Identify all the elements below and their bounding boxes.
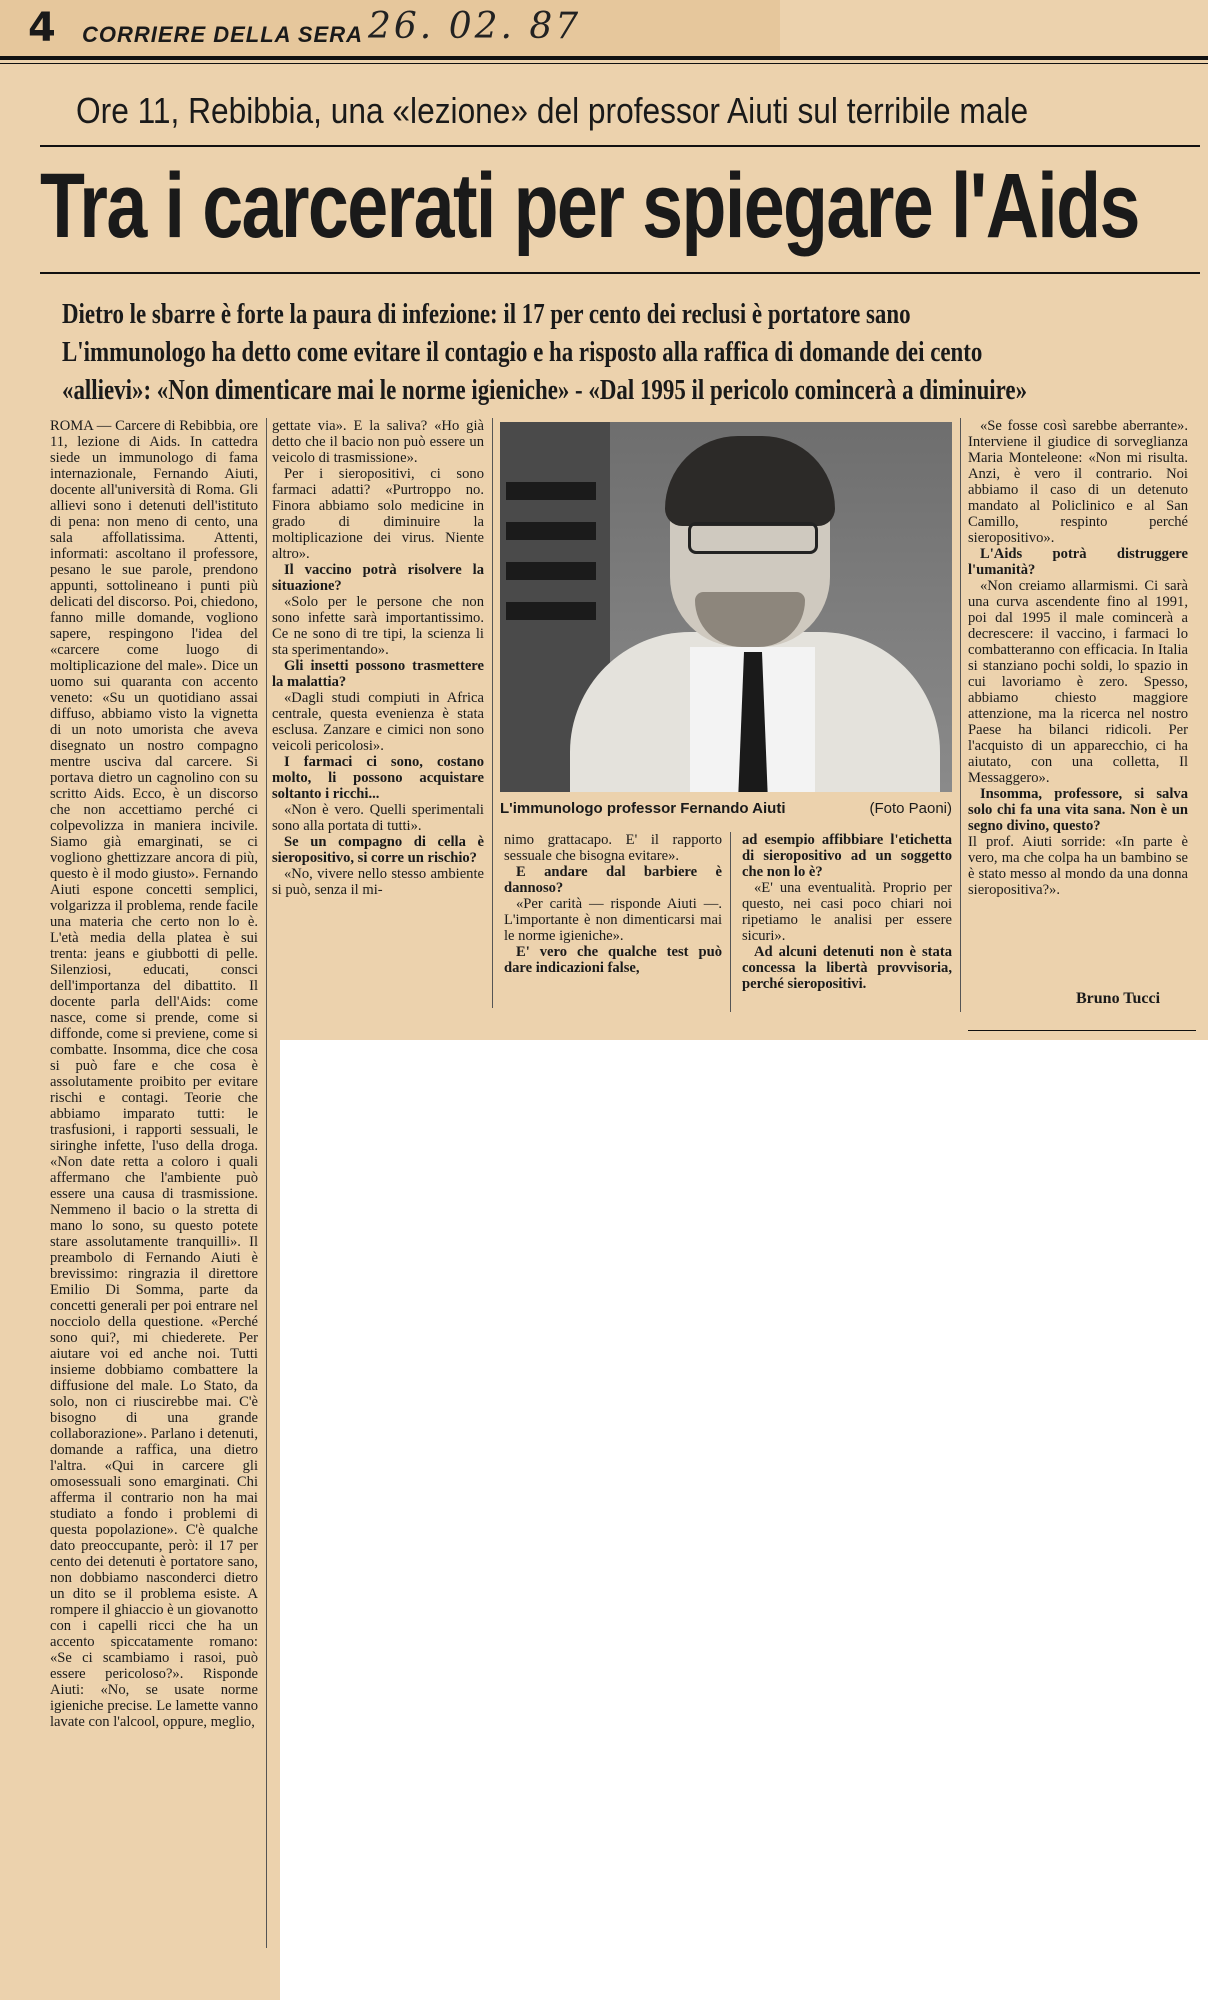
photo-caption bbox=[500, 800, 952, 817]
handwritten-date: 26. 02. 87 bbox=[368, 6, 582, 47]
masthead-rule bbox=[0, 56, 1208, 60]
photo-credit: (Foto Paoni) bbox=[869, 800, 952, 817]
column-text: ROMA — Carcere di Rebibbia, ore 11, lezione di Aids. In cattedra siede un immunologo di fama internazionale, Fernando Aiuti, docente all'università di Roma. Gli allievi sono i detenuti dell'istituto di pena: non meno di cento, una sala affollatissima. Attenti, informati: ascoltano il professore, pesano le sue parole, prendono appunti, sottolineano i punti più delicati del discorso. Poi, chiedono, fanno mille domande, vogliono sapere, respingono l'idea del «carcere come luogo di moltiplicazione del male». Dice un uomo sui quaranta con accento veneto: «Su un quotidiano assai diffuso, abbiamo visto la vignetta di un noto umorista che aveva disegnato un nostro compagno mentre usciva dal carcere. Si portava dietro un cagnolino con su scritto Aids. Ecco, è un discorso che non accettiamo perché ci colpevolizza in maniera incivile. Siamo già emarginati, se ci vogliono ghettizzare ancora di più, questo è il modo giusto». Fernando Aiuti espone concetti semplici, volgarizza il problema, rende facile una materia che certo non lo è. L'età media della platea è sui trenta: jeans e giubbotti di pelle. Silenziosi, educati, consci dell'importanza del dibattito. Il docente parla dell'Aids: come nasce, come si prende, come si diffonde, come si previene, come si combatte. Insomma, dice che cosa si può fare e che cosa è assolutamente proibito per evitare rischi e contagi. Teorie che abbiamo imparato tutti: le trasfusioni, i rapporti sessuali, le siringhe infette, l'uso della droga. «Non date retta a coloro i quali affermano che l'ambiente può essere una causa di trasmissione. Nemmeno il bacio o la stretta di mano lo sono, su questo potete stare assolutamente tranquilli». Il preambolo di Fernando Aiuti è brevissimo: ringrazia il direttore Emilio Di Somma, parte da concetti generali per poi entrare nel nocciolo della questione. «Perché sono qui?, mi chiederete. Per aiutare voi ed anche noi. Tutti insieme dobbiamo combattere la diffusione del male. Lo Stato, da solo, non ci riuscirebbe mai. C'è bisogno di una grande collaborazione». Parlano i detenuti, domande a raffica, una dietro l'altra. «Qui in carcere gli omosessuali sono emarginati. Chi afferma il contrario non ha mai studiato a fondo i problemi di questa popolazione». C'è qualche dato preoccupante, però: il 17 per cento dei detenuti è portatore sano, non dobbiamo nasconderci dietro un dito se il problema esiste. A rompere il ghiaccio è un giovanotto con i capelli ricci che ha un accento spiccatamente romano: «Se ci scambiamo i rasoi, può essere pericoloso?». Risponde Aiuti: «No, se usate norme igieniche precise. Le lamette vanno lavate con l'alcool, oppure, meglio, bbox=[50, 418, 258, 1730]
col3-question: E' vero che qualche test può dare indicazioni false, bbox=[504, 944, 722, 976]
column-divider bbox=[266, 418, 267, 1948]
masthead bbox=[0, 0, 780, 58]
col5-question: L'Aids potrà distruggere l'umanità? bbox=[968, 546, 1188, 578]
article-end-rule bbox=[968, 1030, 1196, 1031]
col5-paragraph: «Non creiamo allarmismi. Ci sarà una curva ascendente fino al 1991, poi dal 1995 il male comincerà a decrescere: il vaccino, i farmaci lo combatteranno con efficacia. In Italia si stanziano pochi soldi, lo spazio in cui lavoriamo è zero. Spesso, abbiamo chiesto maggiore attenzione, ma la ricerca nel nostro Paese ha bilanci ridicoli. Per l'acquisto di un apparecchio, ci ha aiutato, con una colletta, Il Messaggero». bbox=[968, 578, 1188, 786]
photo-bar-shape bbox=[506, 482, 596, 500]
subhead-line: «allievi»: «Non dimenticare mai le norme igieniche» - «Dal 1995 il pericolo comincerà a diminuire» bbox=[62, 374, 1028, 406]
photo-caption-text: L'immunologo professor Fernando Aiuti bbox=[500, 800, 786, 817]
col2-question: Il vaccino potrà risolvere la situazione? bbox=[272, 562, 484, 594]
col4-paragraph: «E' una eventualità. Proprio per questo, nei casi poco chiari noi ripetiamo le analisi per essere sicuri». bbox=[742, 880, 952, 944]
article-column-5 bbox=[968, 418, 1188, 898]
photo-bar-shape bbox=[506, 602, 596, 620]
headline-rule-top bbox=[40, 145, 1200, 147]
col2-paragraph: «Dagli studi compiuti in Africa centrale, questa evenienza è stata esclusa. Zanzare e cimici non sono veicoli pericolosi». bbox=[272, 690, 484, 754]
subhead-line: Dietro le sbarre è forte la paura di infezione: il 17 per cento dei reclusi è portatore sano bbox=[62, 298, 911, 330]
portrait-photo bbox=[500, 422, 952, 792]
headline-rule-bottom bbox=[40, 272, 1200, 274]
col3-question: E andare dal barbiere è dannoso? bbox=[504, 864, 722, 896]
article-column-3 bbox=[504, 832, 722, 976]
article-column-2 bbox=[272, 418, 484, 898]
column-divider bbox=[492, 418, 493, 1008]
page-number: 4 bbox=[28, 5, 56, 51]
col5-paragraph: «Se fosse così sarebbe aberrante». Interviene il giudice di sorveglianza Maria Monteleone: «Non mi risulta. Anzi, è vero il contrario. Noi abbiamo il caso di un detenuto mandato al Policlinico e al San Camillo, respinto perché sieropositivo». bbox=[968, 418, 1188, 546]
col5-paragraph: Il prof. Aiuti sorride: «In parte è vero, ma che colpa ha un bambino se è stato messo al mondo da una donna sieropositiva?». bbox=[968, 834, 1188, 898]
article-column-4 bbox=[742, 832, 952, 992]
col4-question: ad esempio affibbiare l'etichetta di sieropositivo ad un soggetto che non lo è? bbox=[742, 832, 952, 880]
col2-question: I farmaci ci sono, costano molto, li possono acquistare soltanto i ricchi... bbox=[272, 754, 484, 802]
photo-bar-shape bbox=[506, 522, 596, 540]
byline: Bruno Tucci bbox=[1076, 990, 1161, 1007]
headline: Tra i carcerati per spiegare l'Aids bbox=[40, 155, 1139, 257]
col5-question: Insomma, professore, si salva solo chi fa una vita sana. Non è un segno divino, questo? bbox=[968, 786, 1188, 834]
col2-paragraph: «Non è vero. Quelli sperimentali sono alla portata di tutti». bbox=[272, 802, 484, 834]
col2-question: Se un compagno di cella è sieropositivo, si corre un rischio? bbox=[272, 834, 484, 866]
col2-paragraph: «No, vivere nello stesso ambiente si può, senza il mi- bbox=[272, 866, 484, 898]
masthead-rule-thin bbox=[0, 63, 1208, 64]
newspaper-name: CORRIERE DELLA SERA bbox=[82, 22, 363, 47]
col3-paragraph: «Per carità — risponde Aiuti —. L'importante è non dimenticarsi mai le norme igieniche». bbox=[504, 896, 722, 944]
col2-paragraph: «Solo per le persone che non sono infette sarà importantissimo. Ce ne sono di tre tipi, la scienza li sta sperimentando». bbox=[272, 594, 484, 658]
photo-bar-shape bbox=[506, 562, 596, 580]
column-divider bbox=[960, 418, 961, 1012]
subhead-line: L'immunologo ha detto come evitare il contagio e ha risposto alla raffica di domande dei cento bbox=[62, 336, 983, 368]
photo-hair-shape bbox=[665, 436, 835, 526]
column-divider bbox=[730, 832, 731, 1012]
kicker: Ore 11, Rebibbia, una «lezione» del professor Aiuti sul terribile male bbox=[76, 90, 1029, 131]
col2-paragraph: Per i sieropositivi, ci sono farmaci adatti? «Purtroppo no. Finora abbiamo solo medicine in grado di diminuire la moltiplicazione dei virus. Niente altro». bbox=[272, 466, 484, 562]
col4-question: Ad alcuni detenuti non è stata concessa la libertà provvisoria, perché sieropositivi. bbox=[742, 944, 952, 992]
col2-paragraph: gettate via». E la saliva? «Ho già detto che il bacio non può essere un veicolo di trasmissione». bbox=[272, 418, 484, 466]
col3-paragraph: nimo grattacapo. E' il rapporto sessuale che bisogna evitare». bbox=[504, 832, 722, 864]
photo-glasses-shape bbox=[688, 522, 818, 554]
article-column-1 bbox=[50, 418, 258, 1730]
col2-question: Gli insetti possono trasmettere la malattia? bbox=[272, 658, 484, 690]
